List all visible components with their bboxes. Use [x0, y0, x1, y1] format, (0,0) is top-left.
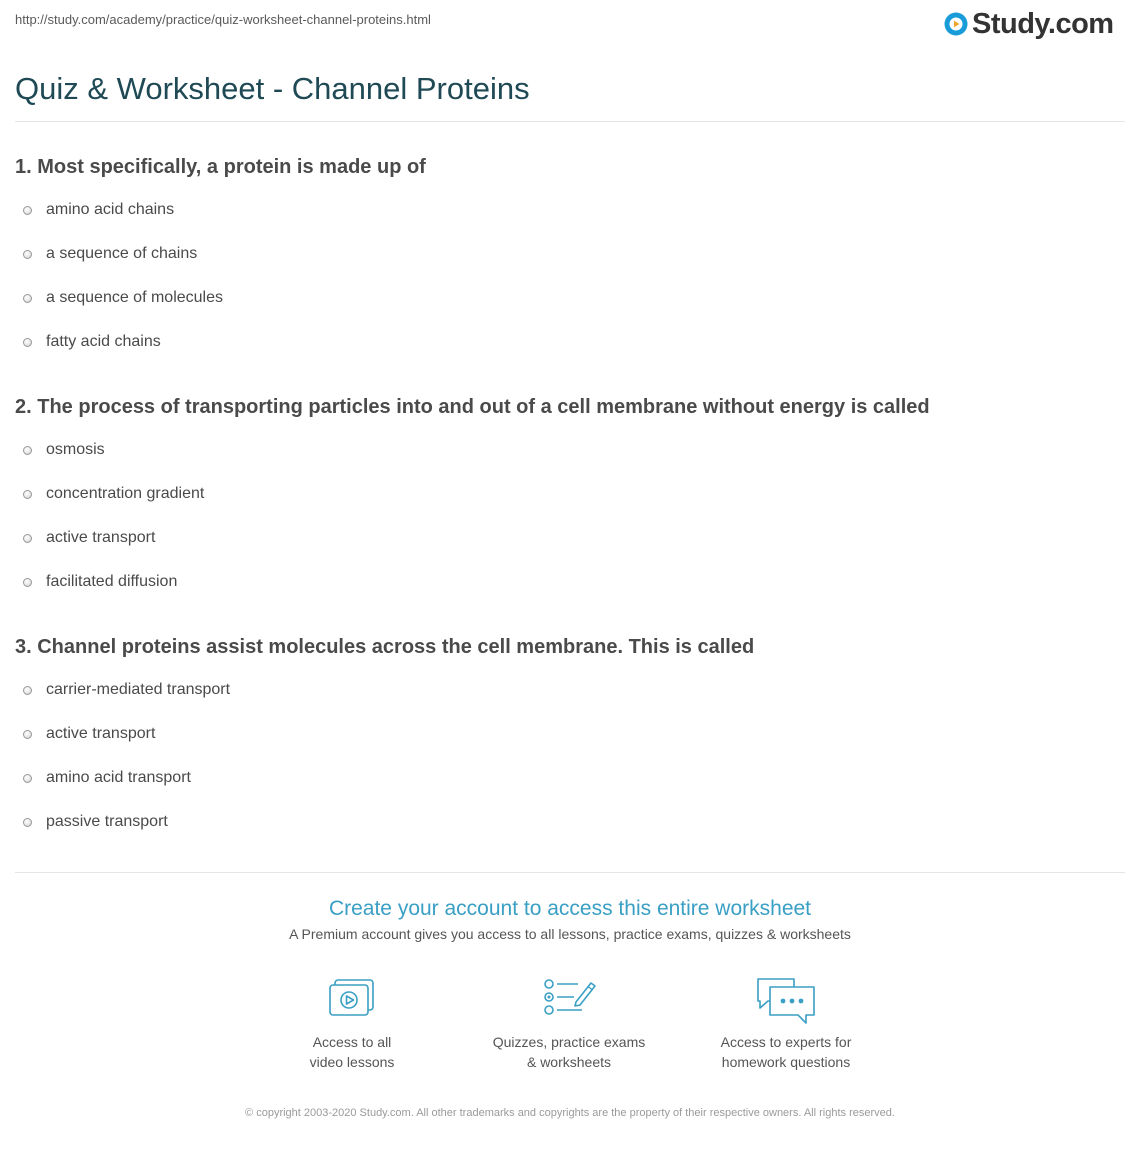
answer-option[interactable]: [23, 724, 155, 744]
answer-label: a sequence of molecules: [46, 289, 223, 306]
chat-bubbles-icon: [754, 975, 818, 1027]
feature-label: Access to all video lessons: [309, 1034, 395, 1070]
answer-option[interactable]: [23, 332, 161, 352]
answer-option[interactable]: [23, 572, 177, 592]
answer-label: a sequence of chains: [46, 245, 198, 262]
logo-text: Study.com: [972, 7, 1114, 40]
answer-label: active transport: [46, 725, 156, 742]
radio-button[interactable]: [23, 338, 32, 347]
play-logo-icon: [944, 12, 968, 36]
section-divider: [15, 872, 1125, 873]
answer-label: facilitated diffusion: [46, 573, 178, 590]
answer-label: carrier-mediated transport: [46, 681, 231, 698]
answer-label: concentration gradient: [46, 485, 205, 502]
radio-button[interactable]: [23, 446, 32, 455]
question-1: [15, 154, 1125, 350]
answer-option[interactable]: [23, 484, 204, 504]
page-title: Quiz & Worksheet - Channel Proteins: [15, 71, 530, 106]
question-3: [15, 634, 1125, 830]
question-text: 2. The process of transporting particles into and out of a cell membrane without energy is called: [15, 396, 930, 418]
radio-button[interactable]: [23, 294, 32, 303]
answer-option[interactable]: [23, 812, 168, 832]
quiz-checklist-icon: [540, 975, 598, 1019]
question-text: 1. Most specifically, a protein is made up of: [15, 156, 426, 178]
cta-title[interactable]: Create your account to access this entire worksheet: [328, 897, 812, 920]
radio-button[interactable]: [23, 730, 32, 739]
answer-option[interactable]: [23, 288, 223, 308]
answer-option[interactable]: [23, 680, 230, 700]
study-logo[interactable]: [944, 6, 1114, 42]
answer-label: amino acid chains: [46, 201, 175, 218]
answer-label: fatty acid chains: [46, 333, 161, 350]
feature-label: Quizzes, practice exams & worksheets: [492, 1034, 646, 1070]
radio-button[interactable]: [23, 534, 32, 543]
radio-button[interactable]: [23, 818, 32, 827]
radio-button[interactable]: [23, 578, 32, 587]
question-2: [15, 394, 1125, 590]
feature-video-lessons: [252, 975, 452, 1072]
radio-button[interactable]: [23, 490, 32, 499]
answer-label: passive transport: [46, 813, 168, 830]
radio-button[interactable]: [23, 686, 32, 695]
answer-label: active transport: [46, 529, 156, 546]
cta-subtitle: A Premium account gives you access to all lessons, practice exams, quizzes & worksheets: [289, 926, 851, 942]
top-bar: [0, 0, 1140, 48]
radio-button[interactable]: [23, 250, 32, 259]
page-url[interactable]: http://study.com/academy/practice/quiz-worksheet-channel-proteins.html: [15, 12, 431, 27]
answer-option[interactable]: [23, 528, 155, 548]
feature-label: Access to experts for homework questions: [720, 1034, 852, 1070]
radio-button[interactable]: [23, 206, 32, 215]
answer-option[interactable]: [23, 244, 197, 264]
feature-quizzes: [469, 975, 669, 1072]
copyright-notice: © copyright 2003-2020 Study.com. All other trademarks and copyrights are the property of their respective owners. All rights reserved.: [245, 1107, 895, 1119]
answer-option[interactable]: [23, 440, 105, 460]
video-lessons-icon: [326, 975, 378, 1019]
question-text: 3. Channel proteins assist molecules across the cell membrane. This is called: [15, 636, 755, 658]
answer-label: amino acid transport: [46, 769, 191, 786]
answer-option[interactable]: [23, 200, 174, 220]
signup-cta: [0, 895, 1140, 943]
radio-button[interactable]: [23, 774, 32, 783]
answer-option[interactable]: [23, 768, 191, 788]
feature-experts: [686, 975, 886, 1072]
title-divider: [15, 121, 1125, 122]
answer-label: osmosis: [46, 441, 105, 458]
